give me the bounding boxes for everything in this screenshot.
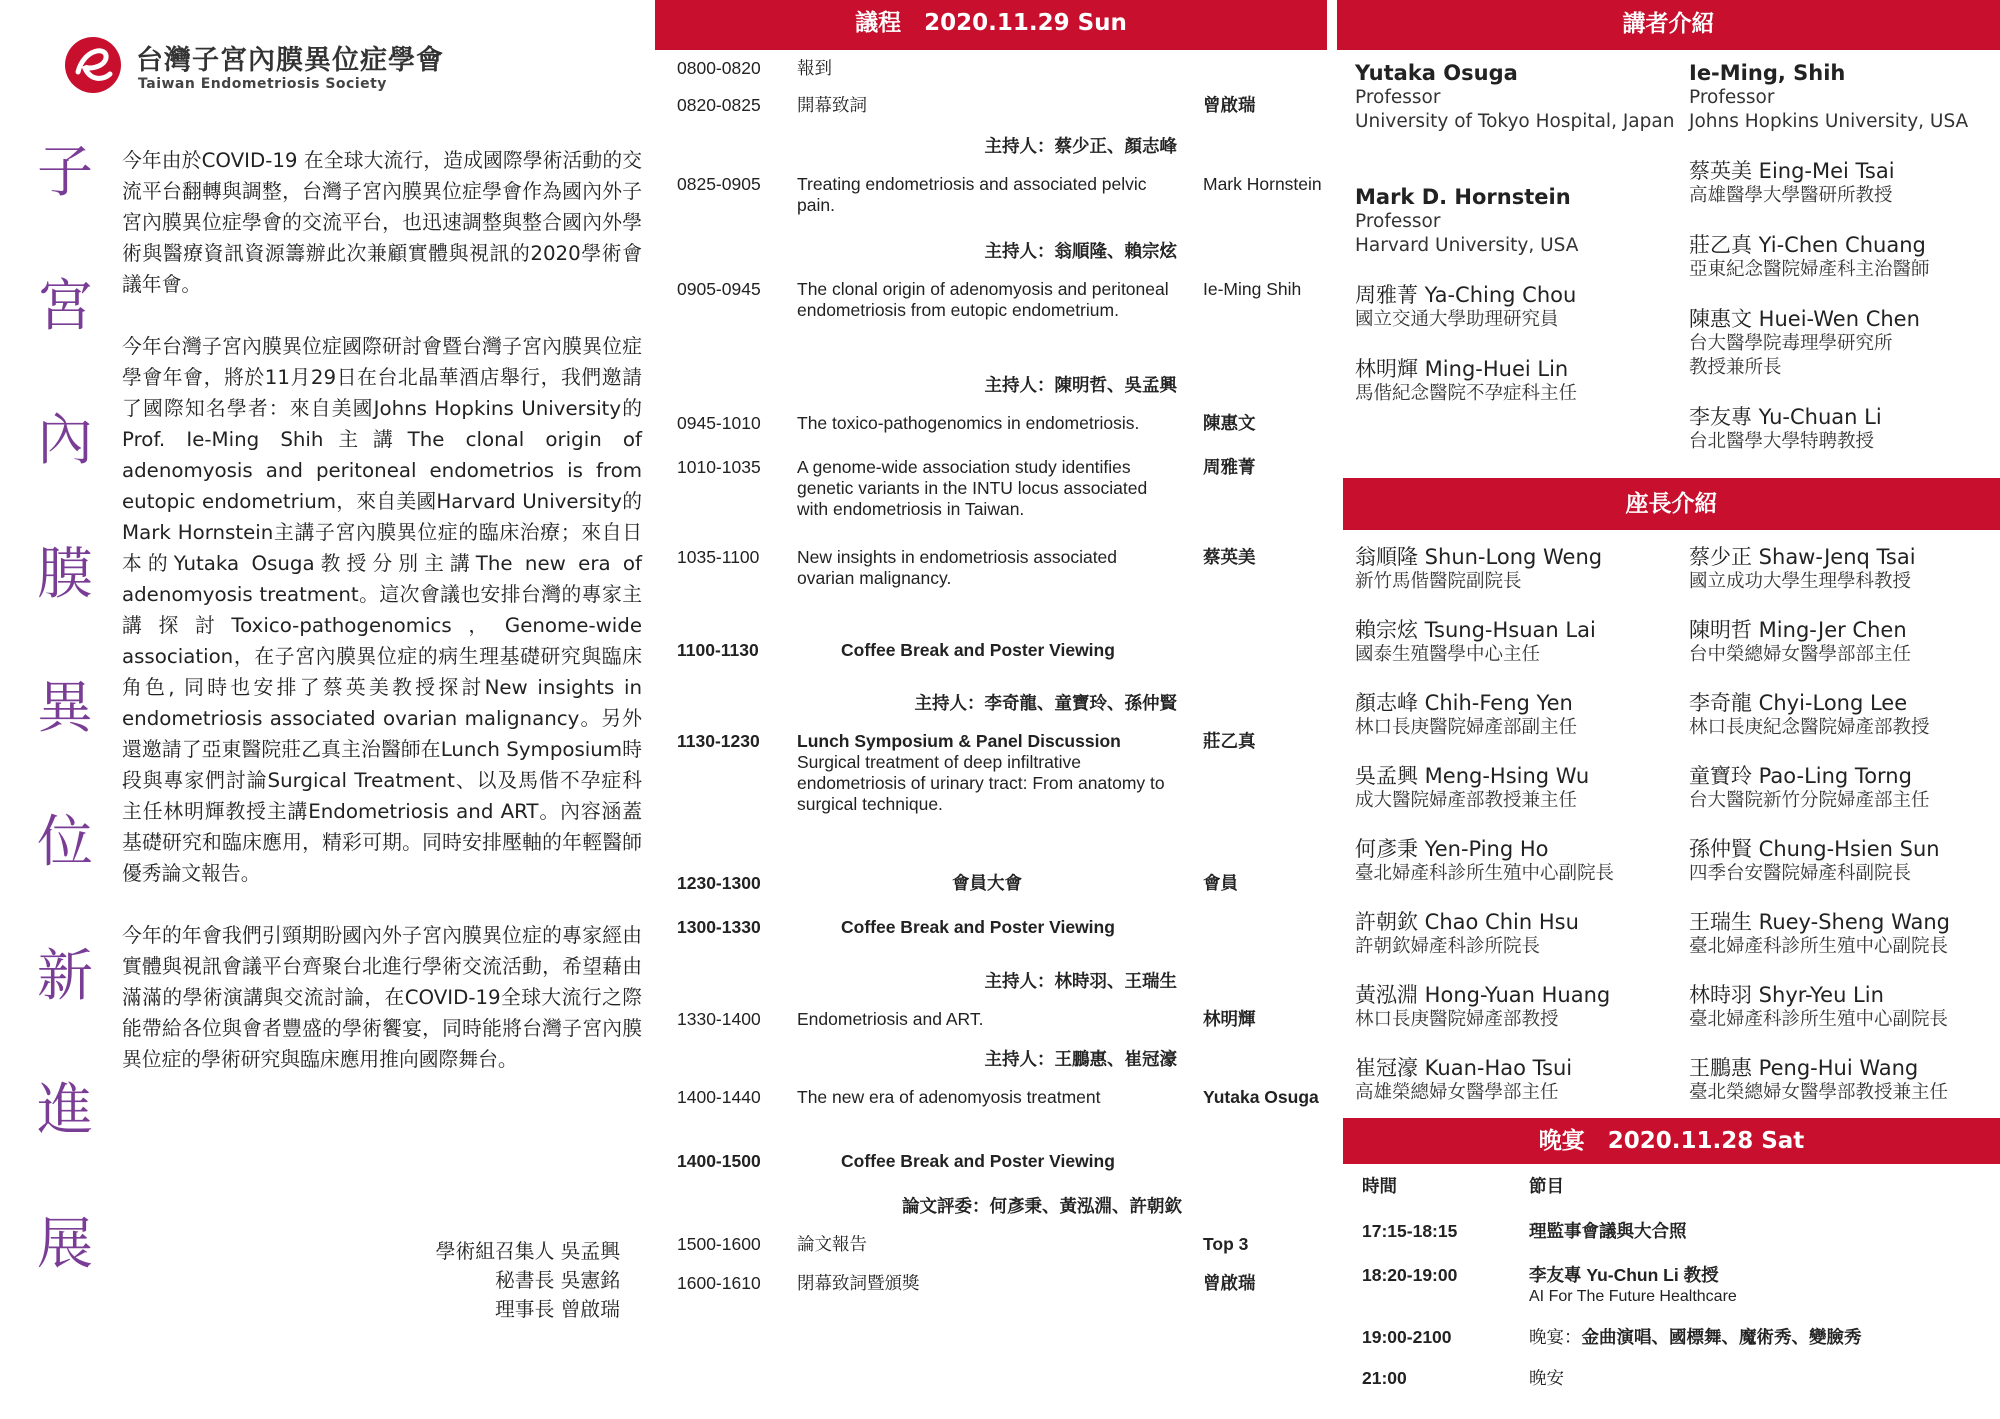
chairperson-title: 許朝欽婦產科診所院長 — [1355, 936, 1541, 957]
speaker-card — [1355, 356, 1675, 406]
speakers-header: 講者介紹 — [1337, 0, 2000, 50]
speaker-name: 周雅菁 Ya-Ching Chou — [1355, 283, 1577, 307]
agenda-time: 1035-1100 — [677, 547, 760, 567]
agenda-time: 1500-1600 — [677, 1234, 761, 1254]
chairpersons-header: 座長介紹 — [1343, 478, 2000, 530]
agenda-speaker: 曾啟瑞 — [1203, 95, 1256, 115]
chairperson-name: 李奇龍 Chyi-Long Lee — [1689, 691, 1908, 715]
agenda-time: 1300-1330 — [677, 917, 761, 937]
agenda-chair: 主持人：陳明哲、吳孟興 — [984, 375, 1177, 395]
speaker-name: Yutaka Osuga — [1355, 61, 1518, 85]
banquet-col-item: 節目 — [1529, 1176, 1564, 1196]
chairperson-name: 王鵬惠 Peng-Hui Wang — [1689, 1056, 1919, 1080]
chairperson-name: 蔡少正 Shaw-Jenq Tsai — [1689, 545, 1916, 569]
chairperson-name: 賴宗炫 Tsung-Hsuan Lai — [1355, 618, 1596, 642]
chairperson-name: 吳孟興 Meng-Hsing Wu — [1355, 764, 1590, 788]
intro-paragraph: 今年台灣子宮內膜異位症國際研討會暨台灣子宮內膜異位症學會年會，將於11月29日在台北晶華酒店舉行，我們邀請了國際知名學者：來自美國Johns Hopkins University的Prof. Ie-Ming Shih主講The clonal origin of adenomyosis and peritoneal endometrios is from eutopic endometrium，來自美國Harvard University的Mark Hornstein主講子宮內膜異位症的臨床治療；來自日本的Yutaka Osuga教授分別主講The new era of adenomyosis treatment。這次會議也安排台灣的專家主講探討Toxico-pathogenomics，Genome-wide association，在子宮內膜異位症的病生理基礎研究與臨床角色, 同時也安排了蔡英美教授探討New insights in endometriosis associated ovarian malignancy。另外還邀請了亞東醫院莊乙真主治醫師在Lunch Symposium時段與專家們討論Surgical Treatment、以及馬偕不孕症科主任林明輝教授主講Endometriosis and ART。內容涵蓋基礎研究和臨床應用，精彩可期。同時安排壓軸的年輕醫師優秀論文報告。 — [122, 335, 642, 885]
agenda-chair: 主持人：翁順隆、賴宗炫 — [984, 241, 1177, 261]
intro-paragraph: 今年由於COVID-19 在全球大流行，造成國際學術活動的交流平台翻轉與調整，台灣子宮內膜異位症學會作為國內外子宮內膜異位症學會的交流平台，也迅速調整與整合國內外學術與醫療資訊資源籌辦此次兼顧實體與視訊的2020學術會議年會。 — [122, 149, 642, 296]
chairperson-name: 許朝欽 Chao Chin Hsu — [1355, 910, 1579, 934]
banquet-item-block — [1529, 1265, 1989, 1307]
agenda-speaker: Ie-Ming Shih — [1203, 279, 1302, 299]
chairperson-title: 林口長庚醫院婦產部教授 — [1355, 1009, 1559, 1030]
agenda-topic: The new era of adenomyosis treatment — [797, 1087, 1101, 1107]
agenda-time: 0945-1010 — [677, 413, 761, 433]
chairperson-card — [1689, 690, 2000, 740]
speaker-affiliation: Johns Hopkins University, USA — [1689, 111, 1969, 132]
agenda-chair: 主持人：林時羽、王瑞生 — [984, 971, 1177, 991]
chairperson-name: 孫仲賢 Chung-Hsien Sun — [1689, 837, 1940, 861]
agenda-topic: Treating endometriosis and associated pelvic pain. — [797, 174, 1147, 215]
chairperson-card — [1689, 836, 2000, 886]
logo-chinese-name: 台灣子宮內膜異位症學會 — [136, 45, 444, 76]
agenda-topic: Endometriosis and ART. — [797, 1009, 984, 1029]
speaker-name: 李友專 Yu-Chuan Li — [1689, 405, 1882, 429]
speaker-name: 莊乙真 Yi-Chen Chuang — [1689, 233, 1926, 257]
agenda-time: 0825-0905 — [677, 174, 761, 194]
agenda-speaker: 周雅菁 — [1203, 457, 1256, 477]
vertical-title-char: 展 — [37, 1212, 93, 1277]
intro-text — [122, 145, 642, 1106]
chairperson-card — [1355, 982, 1675, 1032]
speaker-title: Professor — [1689, 87, 1775, 108]
chairperson-name: 黃泓淵 Hong-Yuan Huang — [1355, 983, 1611, 1007]
speaker-name: 林明輝 Ming-Huei Lin — [1355, 357, 1569, 381]
chairperson-card — [1355, 836, 1675, 886]
chairperson-card — [1355, 617, 1675, 667]
agenda-speaker: 陳惠文 — [1203, 413, 1256, 433]
chairperson-title: 臺北榮總婦女醫學部教授兼主任 — [1689, 1082, 1949, 1103]
speaker-affiliation: 馬偕紀念醫院不孕症科主任 — [1355, 383, 1578, 404]
chairperson-title: 四季台安醫院婦產科副院長 — [1689, 863, 1912, 884]
speaker-affiliation: 國立交通大學助理研究員 — [1355, 309, 1559, 330]
vertical-title-char: 宮 — [37, 274, 93, 339]
agenda-time: 1230-1300 — [677, 873, 761, 893]
chairperson-card — [1689, 544, 2000, 594]
agenda-time: 1330-1400 — [677, 1009, 761, 1029]
agenda-speaker: Mark Hornstein — [1203, 174, 1322, 194]
banquet-item: 晚安 — [1529, 1368, 1564, 1388]
speaker-affiliation: Harvard University, USA — [1355, 235, 1579, 256]
speaker-affiliation: 高雄醫學大學醫研所教授 — [1689, 185, 1893, 206]
agenda-time: 1100-1130 — [677, 640, 759, 660]
chairperson-card — [1689, 982, 2000, 1032]
chairperson-name: 童寶玲 Pao-Ling Torng — [1689, 764, 1912, 788]
chairperson-card — [1355, 909, 1675, 959]
vertical-title-char: 新 — [37, 944, 93, 1009]
speaker-name: 陳惠文 Huei-Wen Chen — [1689, 307, 1920, 331]
chairperson-card — [1689, 617, 2000, 667]
agenda-time: 1600-1610 — [677, 1273, 761, 1293]
banquet-time: 19:00-2100 — [1362, 1327, 1452, 1347]
agenda-topic: Coffee Break and Poster Viewing — [841, 1151, 1115, 1171]
agenda-time: 0820-0825 — [677, 95, 761, 115]
banquet-item: 李友專 Yu-Chun Li 教授 — [1529, 1265, 1719, 1285]
agenda-chair: 主持人：王鵬惠、崔冠濠 — [984, 1049, 1177, 1069]
speaker-title: 教授兼所長 — [1689, 357, 1782, 378]
speaker-affiliation: 台大醫學院毒理學研究所 — [1689, 333, 1893, 354]
agenda-speaker: 蔡英美 — [1203, 547, 1256, 567]
chairperson-title: 台中榮總婦女醫學部部主任 — [1689, 644, 1912, 665]
chairperson-name: 何彥秉 Yen-Ping Ho — [1355, 837, 1549, 861]
chairperson-card — [1689, 1055, 2000, 1105]
banquet-item-prefix: 晚宴： — [1529, 1327, 1582, 1347]
speaker-affiliation: University of Tokyo Hospital, Japan — [1355, 111, 1675, 132]
banquet-item: 理監事會議與大合照 — [1529, 1221, 1687, 1241]
vertical-title-char: 位 — [37, 810, 93, 875]
speaker-card — [1355, 184, 1675, 258]
agenda-time: 1130-1230 — [677, 731, 760, 751]
agenda-topic: 閉幕致詞暨頒獎 — [797, 1273, 920, 1293]
agenda-speaker: 莊乙真 — [1203, 731, 1256, 751]
speaker-name: Ie-Ming, Shih — [1689, 61, 1846, 85]
chairperson-card — [1355, 763, 1675, 813]
banquet-col-time: 時間 — [1362, 1176, 1397, 1196]
chairperson-card — [1689, 763, 2000, 813]
speaker-card — [1689, 404, 2000, 454]
signature-line: 秘書長 吳憲銘 — [495, 1269, 620, 1292]
vertical-title-char: 內 — [37, 408, 93, 473]
speaker-card — [1689, 158, 2000, 208]
agenda-topic: Coffee Break and Poster Viewing — [841, 640, 1115, 660]
banquet-time: 21:00 — [1362, 1368, 1407, 1388]
agenda-topic: 報到 — [797, 58, 832, 78]
chairperson-title: 林口長庚醫院婦產部副主任 — [1355, 717, 1578, 738]
chairperson-name: 王瑞生 Ruey-Sheng Wang — [1689, 910, 1950, 934]
agenda-topic: The clonal origin of adenomyosis and peritoneal endometriosis from eutopic endometrium. — [797, 279, 1169, 320]
vertical-title — [34, 140, 96, 1346]
chairperson-title: 高雄榮總婦女醫學部主任 — [1355, 1082, 1559, 1103]
agenda-speaker: Top 3 — [1203, 1234, 1249, 1254]
agenda-topic: New insights in endometriosis associated ovarian malignancy. — [797, 547, 1118, 588]
agenda-time: 1010-1035 — [677, 457, 761, 477]
chairperson-title: 國立成功大學生理學科教授 — [1689, 571, 1912, 592]
banquet-item-block — [1529, 1327, 1989, 1348]
chairperson-name: 顏志峰 Chih-Feng Yen — [1355, 691, 1573, 715]
banquet-time: 18:20-19:00 — [1362, 1265, 1458, 1285]
chairperson-card — [1689, 909, 2000, 959]
speaker-affiliation: 台北醫學大學特聘教授 — [1689, 431, 1875, 452]
speaker-card — [1689, 306, 2000, 380]
chairperson-card — [1355, 1055, 1675, 1105]
society-logo — [64, 34, 464, 94]
signature-line: 理事長 曾啟瑞 — [495, 1298, 620, 1321]
agenda-time: 0905-0945 — [677, 279, 761, 299]
chairperson-title: 新竹馬偕醫院副院長 — [1355, 571, 1522, 592]
agenda-chair: 主持人：李奇龍、童寶玲、孫仲賢 — [914, 693, 1177, 713]
agenda-topic: The toxico-pathogenomics in endometriosis. — [797, 413, 1140, 433]
banquet-header: 晚宴 2020.11.28 Sat — [1343, 1118, 2000, 1164]
banquet-item: 金曲演唱、國標舞、魔術秀、變臉秀 — [1581, 1327, 1862, 1347]
agenda-chair: 論文評委：何彥秉、黃泓淵、許朝欽 — [902, 1196, 1182, 1216]
signature-line: 學術組召集人 吳孟興 — [435, 1240, 620, 1263]
speaker-card — [1355, 60, 1675, 134]
agenda-topic-title: Lunch Symposium & Panel Discussion — [797, 731, 1121, 751]
chairperson-name: 崔冠濠 Kuan-Hao Tsui — [1355, 1056, 1573, 1080]
vertical-title-char: 異 — [37, 676, 93, 741]
chairperson-title: 臺北婦產科診所生殖中心副院長 — [1689, 1009, 1949, 1030]
speaker-name: 蔡英美 Eing-Mei Tsai — [1689, 159, 1895, 183]
vertical-title-char: 進 — [37, 1078, 93, 1143]
speaker-affiliation: 亞東紀念醫院婦產科主治醫師 — [1689, 259, 1930, 280]
agenda-speaker: 林明輝 — [1203, 1009, 1256, 1029]
logo-english-name: Taiwan Endometriosis Society — [138, 76, 387, 92]
agenda-header: 議程 2020.11.29 Sun — [655, 0, 1327, 50]
speaker-title: Professor — [1355, 87, 1441, 108]
agenda-chair: 主持人：蔡少正、顏志峰 — [984, 136, 1177, 156]
agenda-topic: 論文報告 — [797, 1234, 867, 1254]
agenda-topic: Coffee Break and Poster Viewing — [841, 917, 1115, 937]
chairperson-title: 臺北婦產科診所生殖中心副院長 — [1355, 863, 1615, 884]
chairperson-title: 台大醫院新竹分院婦產部主任 — [1689, 790, 1930, 811]
agenda-topic: 開幕致詞 — [797, 95, 867, 115]
chairperson-card — [1355, 544, 1675, 594]
agenda-speaker: 曾啟瑞 — [1203, 1273, 1256, 1293]
vertical-title-char: 子 — [37, 140, 93, 205]
signature-block — [390, 1237, 620, 1324]
speaker-card — [1355, 282, 1675, 332]
agenda-time: 1400-1440 — [677, 1087, 761, 1107]
chairperson-card — [1355, 690, 1675, 740]
intro-paragraph: 今年的年會我們引頸期盼國內外子宮內膜異位症的專家經由實體與視訊會議平台齊聚台北進行學術交流活動，希望藉由滿滿的學術演講與交流討論，在COVID-19全球大流行之際能帶給各位與會者豐盛的學術饗宴，同時能將台灣子宮內膜異位症的學術研究與臨床應用推向國際舞台。 — [122, 924, 642, 1071]
agenda-topic-block — [797, 731, 1177, 815]
chairperson-title: 臺北婦產科診所生殖中心副院長 — [1689, 936, 1949, 957]
speaker-card — [1689, 232, 2000, 282]
agenda-topic: A genome-wide association study identifies genetic variants in the INTU locus associated with endometriosis in Taiwan. — [797, 457, 1148, 519]
chairperson-title: 林口長庚紀念醫院婦產部教授 — [1689, 717, 1930, 738]
agenda-topic: 會員大會 — [952, 873, 1022, 893]
banquet-item-sub: AI For The Future Healthcare — [1529, 1288, 1737, 1305]
agenda-topic: Surgical treatment of deep infiltrative endometriosis of urinary tract: From anatomy to surgical technique. — [797, 752, 1165, 814]
chairperson-name: 陳明哲 Ming-Jer Chen — [1689, 618, 1907, 642]
agenda-time: 1400-1500 — [677, 1151, 761, 1171]
speaker-card — [1689, 60, 2000, 134]
chairperson-title: 成大醫院婦產部教授兼主任 — [1355, 790, 1578, 811]
agenda-time: 0800-0820 — [677, 58, 761, 78]
banquet-time: 17:15-18:15 — [1362, 1221, 1458, 1241]
society-logo-icon — [64, 36, 122, 94]
speaker-name: Mark D. Hornstein — [1355, 185, 1571, 209]
chairperson-title: 國泰生殖醫學中心主任 — [1355, 644, 1541, 665]
agenda-speaker: Yutaka Osuga — [1203, 1087, 1319, 1107]
speaker-title: Professor — [1355, 211, 1441, 232]
agenda-speaker: 會員 — [1203, 873, 1238, 893]
chairperson-name: 林時羽 Shyr-Yeu Lin — [1689, 983, 1884, 1007]
vertical-title-char: 膜 — [37, 542, 93, 607]
chairperson-name: 翁順隆 Shun-Long Weng — [1355, 545, 1603, 569]
